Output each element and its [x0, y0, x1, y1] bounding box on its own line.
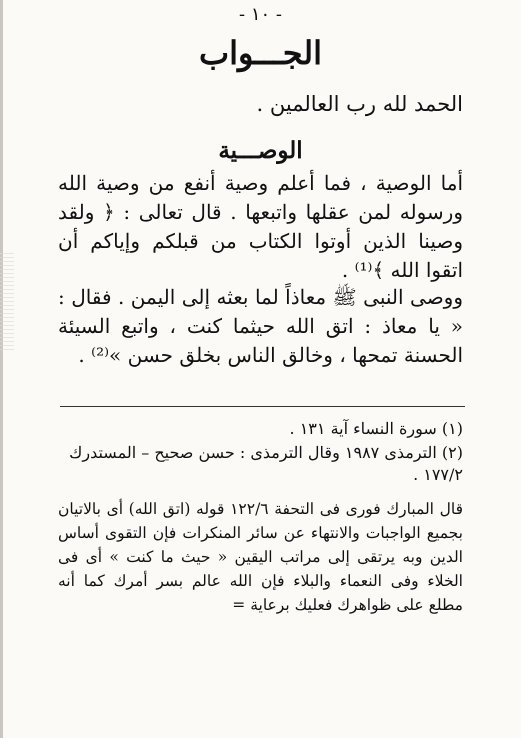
praise-line: الحمد لله رب العالمين . [256, 92, 463, 116]
footnote-separator [60, 406, 465, 407]
page-number: - ١٠ - [239, 4, 282, 25]
footnote-2: (٢) الترمذى ١٩٨٧ وقال الترمذى : حسن صحيح – المستدرك ١٧٧/٢ . [69, 443, 463, 484]
scan-artifact [0, 250, 14, 350]
commentary-note: قال المبارك فورى فى التحفة ١٢٢/٦ قوله (اتق الله) أى بالاتيان بجميع الواجبات والانتهاء عن سائر المنكرات فإن التقوى أساس الدين وبه يرتقى إلى مراتب اليقين « حيث ما كنت » أى فى الخلاء وفى النعماء والبلاء فإن الله عالم بسر أمرك كما أنه مطلع على ظواهرك فعليك برعاية = [58, 500, 464, 614]
paragraph-2: ووصى النبى ﷺ معاذاً لما بعثه إلى اليمن . فقال : « يا معاذ : اتق الله حيثما كنت ، واتبع السيئة الحسنة تمحها ، وخالق الناس بخلق حسن »⁽²⁾ . [58, 285, 463, 367]
page-title: الجـــواب [199, 34, 322, 72]
footnote-1: (١) سورة النساء آية ١٣١ . [289, 419, 463, 438]
page-edge [0, 0, 3, 738]
section-heading: الوصـــية [218, 137, 303, 164]
paragraph-1: أما الوصية ، فما أعلم وصية أنفع من وصية الله ورسوله لمن عقلها واتبعها . قال تعالى : ﴿ ولقد وصينا الذين أوتوا الكتاب من قبلكم وإياكم أن اتقوا الله ﴾⁽¹⁾ . [58, 171, 463, 282]
